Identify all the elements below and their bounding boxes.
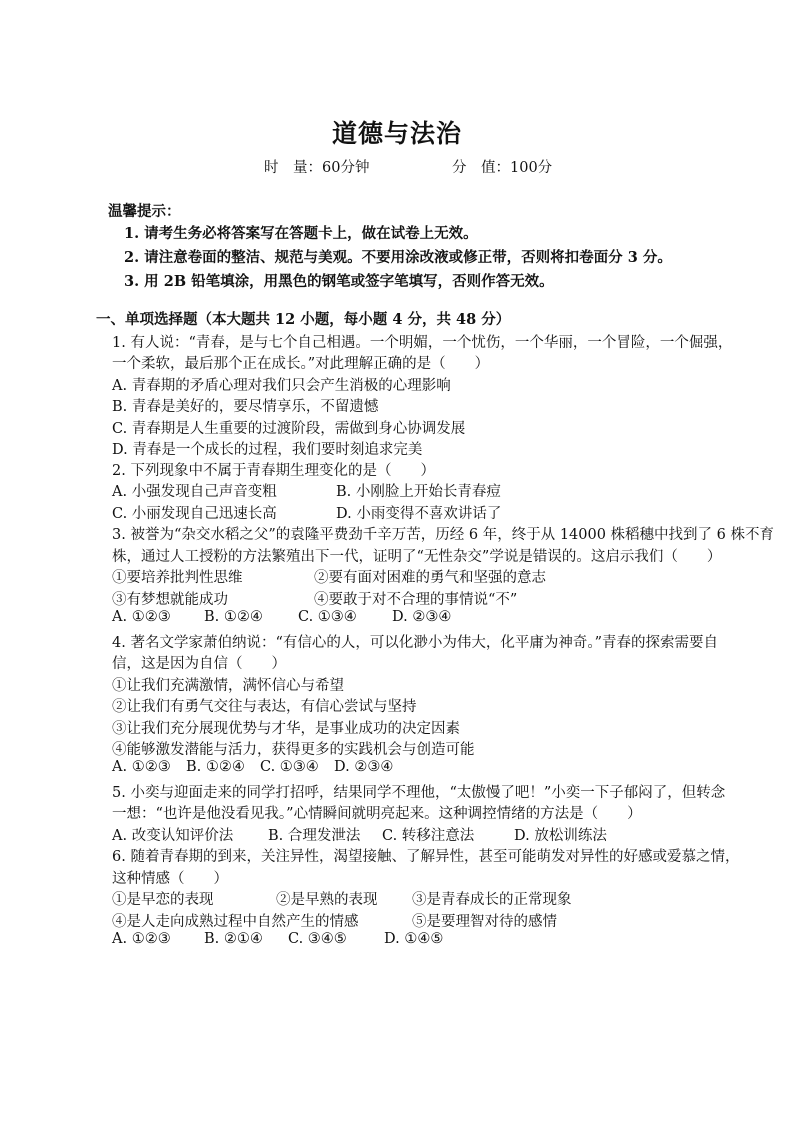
q4-option-b: B. ①②④: [186, 759, 245, 775]
q4-statement-3: ③让我们充分展现优势与才华，是事业成功的决定因素: [112, 721, 460, 737]
q4-option-a: A. ①②③: [112, 759, 171, 775]
q6-option-c: C. ③④⑤: [288, 931, 347, 947]
q2-option-a: A. 小强发现自己声音变粗: [112, 484, 277, 500]
q5-stem-line2: 一想：“也许是他没看见我。”心情瞬间就明亮起来。这种调控情绪的方法是（ ）: [112, 806, 642, 822]
q4-option-d: D. ②③④: [334, 759, 394, 775]
q1-stem-line2: 一个柔软，最后那个正在成长。”对此理解正确的是（ ）: [112, 356, 490, 372]
q3-option-c: C. ①③④: [298, 609, 357, 625]
tip-1: 1. 请考生务必将答案写在答题卡上，做在试卷上无效。: [124, 225, 478, 242]
q2-option-c: C. 小丽发现自己迅速长高: [112, 506, 277, 522]
q4-statement-2: ②让我们有勇气交往与表达，有信心尝试与坚持: [112, 699, 417, 715]
q6-stem-line2: 这种情感（ ）: [112, 871, 228, 887]
q5-option-c: C. 转移注意法: [382, 828, 475, 844]
q5-option-a: A. 改变认知评价法: [112, 828, 234, 844]
q6-statement-2: ②是早熟的表现: [276, 892, 378, 908]
q4-statement-4: ④能够激发潜能与活力，获得更多的实践机会与创造可能: [112, 742, 475, 758]
q3-statement-1: ①要培养批判性思维: [112, 570, 243, 586]
q6-option-b: B. ②①④: [204, 931, 263, 947]
time-label: 时 量：60分钟: [264, 160, 370, 176]
q6-statement-4: ④是人走向成熟过程中自然产生的情感: [112, 914, 359, 930]
tips-heading: 温馨提示：: [108, 203, 181, 220]
page-title: 道德与法治: [331, 119, 462, 148]
q1-option-b: B. 青春是美好的，要尽情享乐，不留遗憾: [112, 399, 379, 415]
q4-option-c: C. ①③④: [260, 759, 319, 775]
q1-option-c: C. 青春期是人生重要的过渡阶段，需做到身心协调发展: [112, 421, 466, 437]
q6-statement-3: ③是青春成长的正常现象: [412, 892, 572, 908]
q1-option-a: A. 青春期的矛盾心理对我们只会产生消极的心理影响: [112, 378, 451, 394]
q3-option-d: D. ②③④: [392, 609, 452, 625]
q1-stem-line1: 1. 有人说：“青春，是与七个自己相遇。一个明媚，一个忧伤，一个华丽，一个冒险，一个倔强，: [112, 335, 733, 351]
q6-stem-line1: 6. 随着青春期的到来，关注异性，渴望接触、了解异性，甚至可能萌发对异性的好感或爱慕之情，: [112, 849, 740, 865]
q6-statement-5: ⑤是要理智对待的感情: [412, 914, 557, 930]
q6-option-d: D. ①④⑤: [384, 931, 444, 947]
q4-stem-line2: 信，这是因为自信（ ）: [112, 656, 286, 672]
q5-stem-line1: 5. 小奕与迎面走来的同学打招呼，结果同学不理他，“太傲慢了吧！”小奕一下子郁闷了，但转念: [112, 785, 726, 801]
tip-3: 3. 用 2B 铅笔填涂，用黑色的钢笔或签字笔填写，否则作答无效。: [124, 273, 554, 290]
q2-option-d: D. 小雨变得不喜欢讲话了: [336, 506, 502, 522]
q4-statement-1: ①让我们充满激情，满怀信心与希望: [112, 678, 344, 694]
q4-stem-line1: 4. 著名文学家萧伯纳说：“有信心的人，可以化渺小为伟大，化平庸为神奇。”青春的探索需要自: [112, 635, 719, 651]
q3-statement-4: ④要敢于对不合理的事情说“不”: [314, 592, 518, 608]
q5-option-b: B. 合理发泄法: [268, 828, 361, 844]
section-heading: 一、单项选择题（本大题共 12 小题，每小题 4 分，共 48 分）: [96, 311, 511, 328]
q2-stem: 2. 下列现象中不属于青春期生理变化的是（ ）: [112, 463, 435, 479]
q3-statement-2: ②要有面对困难的勇气和坚强的意志: [314, 570, 546, 586]
q2-option-b: B. 小刚脸上开始长青春痘: [336, 484, 501, 500]
q3-option-a: A. ①②③: [112, 609, 171, 625]
q5-option-d: D. 放松训练法: [514, 828, 607, 844]
q6-statement-1: ①是早恋的表现: [112, 892, 214, 908]
q1-option-d: D. 青春是一个成长的过程，我们要时刻追求完美: [112, 442, 423, 458]
score-label: 分 值：100分: [452, 160, 553, 176]
q6-option-a: A. ①②③: [112, 931, 171, 947]
q3-option-b: B. ①②④: [204, 609, 263, 625]
q3-stem-line2: 株，通过人工授粉的方法繁殖出下一代，证明了“无性杂交”学说是错误的。这启示我们（ ）: [112, 549, 722, 565]
q3-statement-3: ③有梦想就能成功: [112, 592, 228, 608]
tip-2: 2. 请注意卷面的整洁、规范与美观。不要用涂改液或修正带，否则将扣卷面分 3 分。: [124, 249, 672, 266]
q3-stem-line1: 3. 被誉为“杂交水稻之父”的袁隆平费劲千辛万苦，历经 6 年，终于从 14000 株稻穗中找到了 6 株不育: [112, 527, 774, 543]
